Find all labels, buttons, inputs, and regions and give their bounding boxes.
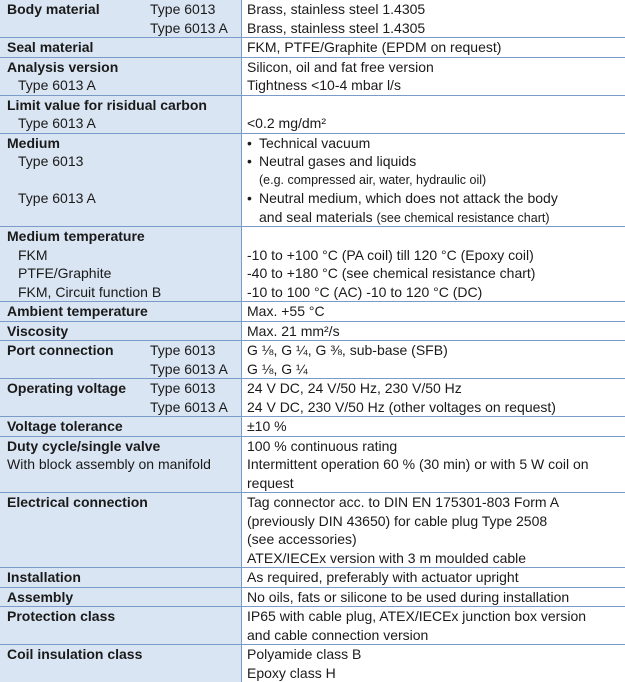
protection-class-value-2: and cable connection version xyxy=(247,626,625,645)
row-label-cell xyxy=(0,227,241,301)
electrical-connection-value-4: ATEX/IECEx version with 3 m moulded cable xyxy=(247,549,625,568)
row-body-material xyxy=(0,0,625,38)
assembly-label: Assembly xyxy=(7,588,241,607)
duty-cycle-label: Duty cycle/single valve xyxy=(7,437,241,456)
analysis-version-value-1: Silicon, oil and fat free version xyxy=(247,58,625,77)
row-value-cell xyxy=(241,588,625,607)
row-label-cell xyxy=(0,588,241,607)
row-port-connection xyxy=(0,341,625,379)
row-value-cell xyxy=(241,437,625,493)
row-label-cell xyxy=(0,96,241,133)
row-value-cell xyxy=(241,58,625,95)
row-value-cell xyxy=(241,568,625,587)
row-label-cell xyxy=(0,493,241,567)
bullet-icon: • xyxy=(247,134,252,153)
row-voltage-tolerance xyxy=(0,417,625,437)
port-connection-value-2: G ⅛, G ¼ xyxy=(247,360,625,379)
seal-material-value: FKM, PTFE/Graphite (EPDM on request) xyxy=(247,38,625,57)
row-coil-insulation xyxy=(0,645,625,682)
medium-type-6013: Type 6013 xyxy=(7,152,241,171)
analysis-version-value-2: Tightness <10-4 mbar l/s xyxy=(247,76,625,95)
row-medium-temperature xyxy=(0,227,625,302)
operating-voltage-type-6013: Type 6013 xyxy=(150,379,215,398)
seal-material-label: Seal material xyxy=(7,38,241,57)
port-connection-type-6013a: Type 6013 A xyxy=(150,360,228,379)
row-label-cell xyxy=(0,379,241,416)
row-value-cell xyxy=(241,134,625,227)
row-label-cell xyxy=(0,322,241,341)
row-value-cell xyxy=(241,0,625,37)
medium-temperature-ptfe: PTFE/Graphite xyxy=(7,264,241,283)
medium-temperature-value-3: -10 to 100 °C (AC) -10 to 120 °C (DC) xyxy=(247,283,625,302)
row-duty-cycle xyxy=(0,437,625,494)
port-connection-value-1: G ⅛, G ¼, G ⅜, sub-base (SFB) xyxy=(247,341,625,360)
coil-insulation-value-2: Epoxy class H xyxy=(247,664,625,682)
limit-value-value: <0.2 mg/dm² xyxy=(247,114,625,133)
viscosity-label: Viscosity xyxy=(7,322,241,341)
row-label-cell xyxy=(0,568,241,587)
medium-label: Medium xyxy=(7,134,241,153)
voltage-tolerance-value: ±10 % xyxy=(247,417,625,436)
limit-value-label: Limit value for risidual carbon xyxy=(7,96,241,115)
operating-voltage-type-6013a: Type 6013 A xyxy=(150,398,228,417)
medium-value-2-note: (e.g. compressed air, water, hydraulic oil) xyxy=(247,171,625,190)
medium-temperature-value-1: -10 to +100 °C (PA coil) till 120 °C (Epoxy coil) xyxy=(247,246,625,265)
medium-value-3-note-a: and seal materials xyxy=(259,209,373,225)
medium-temperature-label: Medium temperature xyxy=(7,227,241,246)
protection-class-value-1: IP65 with cable plug, ATEX/IECEx junction box version xyxy=(247,607,625,626)
row-protection-class xyxy=(0,607,625,645)
electrical-connection-value-1: Tag connector acc. to DIN EN 175301-803 Form A xyxy=(247,493,625,512)
coil-insulation-label: Coil insulation class xyxy=(7,645,241,664)
row-label-cell xyxy=(0,0,241,37)
ambient-temperature-label: Ambient temperature xyxy=(7,302,241,321)
row-seal-material xyxy=(0,38,625,58)
row-value-cell xyxy=(241,38,625,57)
row-electrical-connection xyxy=(0,493,625,568)
row-medium xyxy=(0,134,625,228)
port-connection-type-6013: Type 6013 xyxy=(150,341,215,360)
row-value-cell xyxy=(241,379,625,416)
row-viscosity xyxy=(0,322,625,342)
medium-value-3-note-b: (see chemical resistance chart) xyxy=(377,211,550,225)
operating-voltage-label: Operating voltage xyxy=(7,380,126,396)
electrical-connection-value-3: (see accessories) xyxy=(247,530,625,549)
medium-type-6013a: Type 6013 A xyxy=(7,189,241,208)
medium-value-3: Neutral medium, which does not attack the body xyxy=(259,190,558,206)
row-label-cell xyxy=(0,645,241,682)
body-material-label: Body material xyxy=(7,1,100,17)
row-label-cell xyxy=(0,417,241,436)
voltage-tolerance-label: Voltage tolerance xyxy=(7,417,241,436)
row-operating-voltage xyxy=(0,379,625,417)
viscosity-value: Max. 21 mm²/s xyxy=(247,322,625,341)
duty-cycle-value-3: request xyxy=(247,474,625,493)
body-material-value-2: Brass, stainless steel 1.4305 xyxy=(247,19,625,38)
coil-insulation-value-1: Polyamide class B xyxy=(247,645,625,664)
analysis-version-type: Type 6013 A xyxy=(7,76,241,95)
row-assembly xyxy=(0,588,625,608)
row-value-cell xyxy=(241,645,625,682)
row-value-cell xyxy=(241,96,625,133)
limit-value-type: Type 6013 A xyxy=(7,114,241,133)
medium-temperature-fkm-b: FKM, Circuit function B xyxy=(7,283,241,302)
operating-voltage-value-2: 24 V DC, 230 V/50 Hz (other voltages on request) xyxy=(247,398,625,417)
row-value-cell xyxy=(241,227,625,301)
ambient-temperature-value: Max. +55 °C xyxy=(247,302,625,321)
duty-cycle-value-1: 100 % continuous rating xyxy=(247,437,625,456)
row-ambient-temperature xyxy=(0,302,625,322)
row-value-cell xyxy=(241,322,625,341)
protection-class-label: Protection class xyxy=(7,607,241,626)
row-limit-value xyxy=(0,96,625,134)
operating-voltage-value-1: 24 V DC, 24 V/50 Hz, 230 V/50 Hz xyxy=(247,379,625,398)
duty-cycle-sub: With block assembly on manifold xyxy=(7,455,241,474)
row-label-cell xyxy=(0,302,241,321)
row-label-cell xyxy=(0,607,241,644)
body-material-type-6013: Type 6013 xyxy=(150,0,215,19)
row-value-cell xyxy=(241,607,625,644)
assembly-value: No oils, fats or silicone to be used during installation xyxy=(247,588,625,607)
row-label-cell xyxy=(0,134,241,227)
analysis-version-label: Analysis version xyxy=(7,58,241,77)
body-material-value-1: Brass, stainless steel 1.4305 xyxy=(247,0,625,19)
bullet-icon: • xyxy=(247,189,252,208)
medium-temperature-value-2: -40 to +180 °C (see chemical resistance chart) xyxy=(247,264,625,283)
row-label-cell xyxy=(0,38,241,57)
body-material-type-6013a: Type 6013 A xyxy=(150,19,228,38)
row-value-cell xyxy=(241,341,625,378)
electrical-connection-value-2: (previously DIN 43650) for cable plug Type 2508 xyxy=(247,512,625,531)
row-value-cell xyxy=(241,302,625,321)
row-value-cell xyxy=(241,493,625,567)
port-connection-label: Port connection xyxy=(7,342,114,358)
installation-value: As required, preferably with actuator upright xyxy=(247,568,625,587)
row-value-cell xyxy=(241,417,625,436)
installation-label: Installation xyxy=(7,568,241,587)
duty-cycle-value-2: Intermittent operation 60 % (30 min) or with 5 W coil on xyxy=(247,455,625,474)
row-label-cell xyxy=(0,58,241,95)
medium-temperature-fkm: FKM xyxy=(7,246,241,265)
row-analysis-version xyxy=(0,58,625,96)
electrical-connection-label: Electrical connection xyxy=(7,493,241,512)
row-installation xyxy=(0,568,625,588)
medium-value-1: Technical vacuum xyxy=(259,135,370,151)
row-label-cell xyxy=(0,437,241,493)
bullet-icon: • xyxy=(247,152,252,171)
medium-value-2: Neutral gases and liquids xyxy=(259,153,416,169)
row-label-cell xyxy=(0,341,241,378)
